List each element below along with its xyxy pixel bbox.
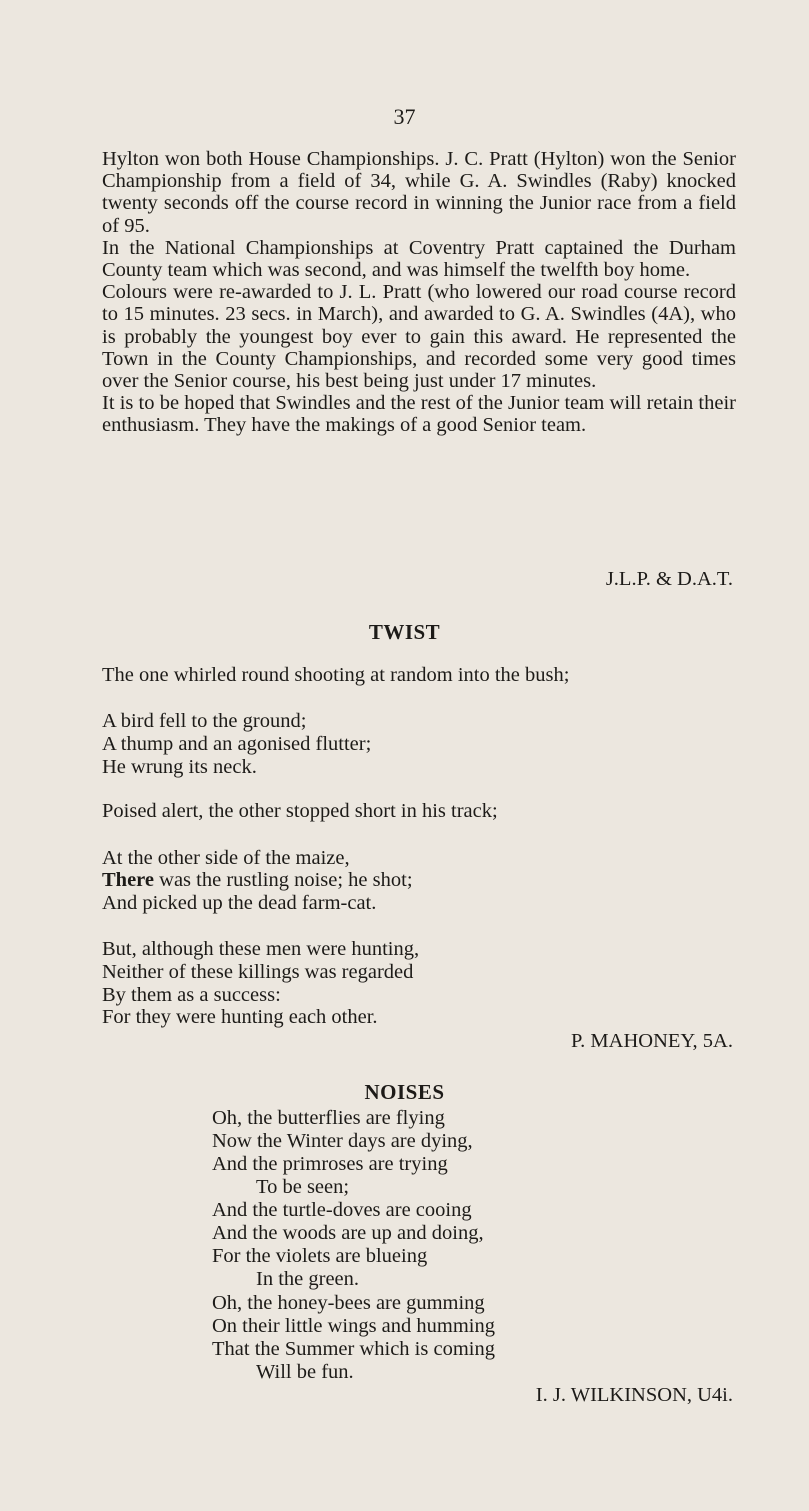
poem-line: Neither of these killings was regarded bbox=[102, 961, 414, 983]
poem-line: For they were hunting each other. bbox=[102, 1006, 378, 1028]
report-paragraph: Hylton won both House Championships. J. C. Pratt (Hylton) won the Senior Championship from a field of 34, while G. A. Swindles (Raby) knocked twenty seconds off the course record in winning the Junior race from a field of 95. bbox=[102, 148, 736, 237]
cross-country-report bbox=[102, 148, 736, 437]
poem-line: But, although these men were hunting, bbox=[102, 938, 420, 960]
poem-line: In the green. bbox=[256, 1268, 360, 1290]
page-number: 37 bbox=[393, 104, 416, 129]
poem-line: Will be fun. bbox=[256, 1361, 354, 1383]
report-paragraph: In the National Championships at Coventry Pratt captained the Durham County team which was second, and was himself the twelfth boy home. bbox=[102, 236, 736, 282]
poem-line: Now the Winter days are dying, bbox=[212, 1130, 473, 1152]
noises-author: I. J. WILKINSON, U4i. bbox=[535, 1384, 733, 1406]
twist-title: TWIST bbox=[368, 620, 441, 644]
poem-line: The one whirled round shooting at random into the bush; bbox=[102, 664, 570, 686]
poem-line: To be seen; bbox=[256, 1176, 350, 1198]
noises-title: NOISES bbox=[364, 1080, 445, 1104]
poem-line: And picked up the dead farm-cat. bbox=[102, 892, 377, 914]
poem-line: On their little wings and humming bbox=[212, 1315, 495, 1337]
poem-line: Oh, the honey-bees are gumming bbox=[212, 1292, 485, 1314]
poem-line: Oh, the butterflies are flying bbox=[212, 1107, 445, 1129]
poem-line: Poised alert, the other stopped short in his track; bbox=[102, 800, 498, 822]
poem-line: And the woods are up and doing, bbox=[212, 1222, 484, 1244]
poem-line: And the primroses are trying bbox=[212, 1153, 448, 1175]
poem-emphasis: There bbox=[102, 869, 155, 891]
poem-line: A bird fell to the ground; bbox=[102, 710, 307, 732]
poem-line: He wrung its neck. bbox=[102, 756, 257, 778]
poem-line: For the violets are blueing bbox=[212, 1245, 428, 1267]
report-paragraph: It is to be hoped that Swindles and the rest of the Junior team will retain their enthusiasm. They have the makings of a good Senior team. bbox=[102, 392, 736, 437]
poem-line-rest: was the rustling noise; he shot; bbox=[154, 869, 413, 891]
twist-author: P. MAHONEY, 5A. bbox=[571, 1030, 733, 1052]
poem-line: At the other side of the maize, bbox=[102, 847, 350, 869]
report-paragraph: Colours were re-awarded to J. L. Pratt (who lowered our road course record to 15 minutes. 23 secs. in March), and awarded to G. A. Swindles (4A), who is probably the youngest boy ever to gain this award. He represented the Town in the County Championships, and recorded some very good times over the Senior course, his best being just under 17 minutes. bbox=[102, 281, 736, 393]
report-signature: J.L.P. & D.A.T. bbox=[605, 568, 733, 590]
poem-line: And the turtle-doves are cooing bbox=[212, 1199, 472, 1221]
poem-line bbox=[102, 869, 413, 892]
poem-line: A thump and an agonised flutter; bbox=[102, 733, 372, 755]
poem-line: That the Summer which is coming bbox=[212, 1338, 495, 1360]
poem-line: By them as a success: bbox=[102, 984, 281, 1006]
